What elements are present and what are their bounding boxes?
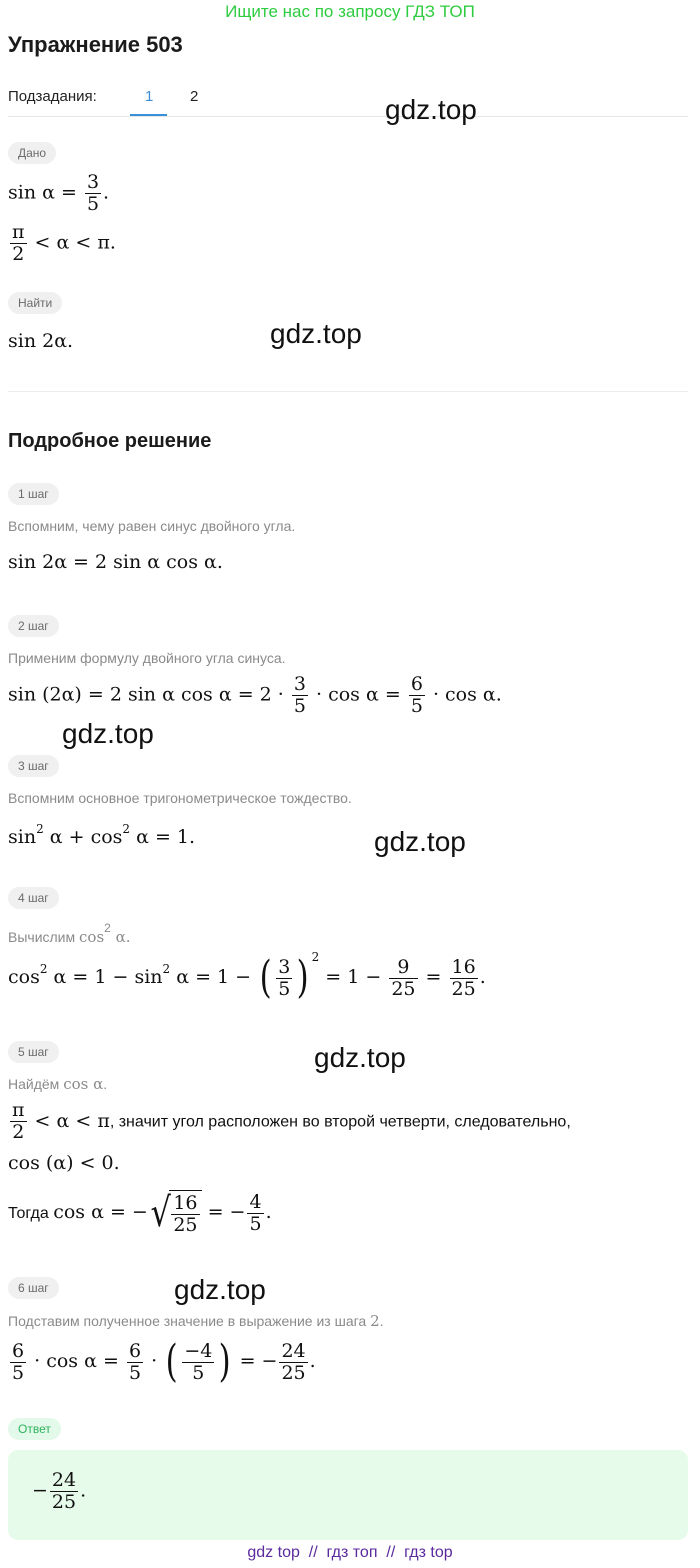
given-badge bbox=[8, 142, 56, 164]
step-5-line-3 bbox=[8, 1190, 272, 1236]
answer-box bbox=[8, 1450, 688, 1540]
fraction-numerator: 6 bbox=[410, 673, 423, 695]
formula-part: < α < π bbox=[34, 1109, 110, 1132]
section-divider bbox=[8, 391, 688, 392]
fraction bbox=[10, 222, 27, 265]
step-5-text: , значит угол расположен во второй четверти, следовательно, bbox=[109, 1113, 571, 1131]
subtask-tab-2[interactable]: 2 bbox=[190, 88, 199, 105]
fraction-numerator: 6 bbox=[128, 1339, 142, 1362]
fraction-numerator: 24 bbox=[51, 1469, 77, 1491]
hint-math: cos bbox=[79, 928, 105, 946]
step-2-badge bbox=[8, 615, 59, 637]
given-sin-lhs: sin α = bbox=[8, 181, 77, 204]
formula-part: . bbox=[309, 1350, 316, 1372]
fraction-numerator: 6 bbox=[12, 1339, 25, 1362]
fraction-denominator: 2 bbox=[12, 1121, 25, 1143]
page-title: Упражнение 503 bbox=[8, 32, 183, 57]
fraction-denominator: 25 bbox=[451, 977, 476, 1000]
fraction-numerator: 3 bbox=[293, 673, 306, 695]
formula-part: sin bbox=[8, 826, 37, 848]
watermark: gdz.top bbox=[174, 1274, 266, 1305]
given-alpha-inequality: < α < π. bbox=[34, 231, 116, 254]
fraction-denominator: 5 bbox=[12, 1361, 25, 1384]
subtasks-label: Подзадания: bbox=[8, 88, 97, 105]
fraction-numerator: 3 bbox=[86, 171, 100, 193]
solution-title: Подробное решение bbox=[8, 430, 212, 452]
step-1-formula: sin 2α = 2 sin α cos α. bbox=[8, 551, 223, 573]
right-paren: ) bbox=[218, 1336, 231, 1387]
fraction-denominator: 5 bbox=[293, 695, 306, 717]
formula-part: α + cos bbox=[43, 826, 123, 848]
fraction-numerator: 9 bbox=[389, 957, 417, 979]
step-5-math bbox=[53, 1190, 272, 1236]
fraction bbox=[10, 1341, 26, 1384]
given-label: Дано bbox=[8, 142, 56, 164]
fraction bbox=[450, 957, 478, 1000]
step-5-line-1 bbox=[8, 1100, 571, 1143]
watermark: gdz.top bbox=[314, 1042, 406, 1073]
exponent: 2 bbox=[36, 822, 44, 836]
step-4-badge bbox=[8, 887, 59, 909]
fraction-denominator: 25 bbox=[173, 1214, 198, 1236]
fraction-denominator: 25 bbox=[51, 1491, 77, 1513]
answer-end: . bbox=[80, 1479, 87, 1502]
fraction bbox=[50, 1470, 78, 1513]
fraction bbox=[279, 1341, 307, 1384]
fraction bbox=[292, 674, 308, 717]
fraction-numerator: π bbox=[12, 221, 25, 243]
answer-sign: − bbox=[32, 1479, 48, 1502]
fraction-denominator: 5 bbox=[249, 1212, 262, 1235]
radical-sign: √ bbox=[150, 1190, 171, 1236]
fraction-denominator: 5 bbox=[278, 977, 291, 1000]
fraction bbox=[127, 1341, 143, 1384]
hint-text: . bbox=[103, 1076, 108, 1092]
footer-links: gdz top // гдз топ // гдз top bbox=[247, 1544, 453, 1561]
step-6-formula bbox=[8, 1336, 316, 1387]
step-3-hint: Вспомним основное тригонометрическое тождество. bbox=[8, 790, 352, 806]
watermark: gdz.top bbox=[385, 94, 477, 125]
fraction bbox=[409, 674, 425, 717]
find-badge bbox=[8, 292, 62, 314]
fraction-denominator: 25 bbox=[391, 977, 416, 1000]
hint-math: α. bbox=[110, 928, 131, 946]
step-5-hint bbox=[8, 1075, 107, 1093]
fraction-numerator: −4 bbox=[184, 1339, 213, 1362]
answer-value bbox=[32, 1470, 86, 1513]
step-5-math bbox=[8, 1099, 110, 1143]
hint-text: . bbox=[379, 1313, 384, 1329]
subtask-tab-1[interactable]: 1 bbox=[145, 88, 154, 105]
exponent: 2 bbox=[162, 962, 171, 976]
hint-text: Найдём bbox=[8, 1076, 64, 1092]
fraction bbox=[171, 1193, 199, 1236]
right-paren: ) bbox=[296, 952, 309, 1003]
fraction bbox=[10, 1100, 27, 1143]
exponent: 2 bbox=[104, 921, 111, 935]
formula-part: · cos α = bbox=[34, 1350, 119, 1372]
step-2-formula bbox=[8, 674, 502, 717]
step-3-badge bbox=[8, 755, 59, 777]
step-5-badge bbox=[8, 1041, 59, 1063]
step-label: 3 шаг bbox=[8, 755, 59, 777]
formula-part: = − bbox=[239, 1350, 278, 1372]
fraction-denominator: 5 bbox=[128, 1361, 142, 1384]
formula-part: α = 1 − bbox=[170, 966, 252, 988]
hint-text: Подставим полученное значение в выражение из шага bbox=[8, 1313, 371, 1329]
fraction-denominator: 5 bbox=[192, 1361, 205, 1384]
given-alpha-range bbox=[8, 222, 116, 265]
step-label: 6 шаг bbox=[8, 1277, 59, 1299]
exponent: 2 bbox=[39, 962, 48, 976]
fraction-denominator: 2 bbox=[12, 243, 25, 265]
find-expression: sin 2α. bbox=[8, 330, 74, 352]
tabs-divider bbox=[8, 116, 688, 117]
hint-text: Вычислим bbox=[8, 929, 80, 945]
step-2-hint: Применим формулу двойного угла синуса. bbox=[8, 650, 286, 666]
fraction bbox=[389, 957, 417, 1000]
exponent: 2 bbox=[311, 950, 320, 964]
watermark: gdz.top bbox=[62, 718, 154, 749]
given-sin-end: . bbox=[103, 181, 110, 204]
fraction bbox=[247, 1192, 263, 1235]
fraction bbox=[276, 957, 292, 1000]
watermark: gdz.top bbox=[270, 318, 362, 349]
step-1-badge bbox=[8, 483, 59, 505]
fraction-denominator: 25 bbox=[281, 1361, 306, 1384]
step-label: 4 шаг bbox=[8, 887, 59, 909]
formula-part: · cos α. bbox=[432, 683, 502, 706]
step-label: 1 шаг bbox=[8, 483, 59, 505]
formula-part: · bbox=[151, 1350, 158, 1372]
step-3-formula bbox=[8, 822, 195, 848]
fraction-numerator: 3 bbox=[278, 955, 291, 978]
step-4-hint bbox=[8, 921, 131, 946]
formula-part: α = 1. bbox=[130, 826, 196, 848]
step-label: 5 шаг bbox=[8, 1041, 59, 1063]
hint-math: cos α bbox=[63, 1075, 104, 1093]
step-label: 2 шаг bbox=[8, 615, 59, 637]
fraction bbox=[182, 1341, 214, 1384]
step-1-hint: Вспомним, чему равен синус двойного угла. bbox=[8, 518, 296, 534]
step-6-badge bbox=[8, 1277, 59, 1299]
fraction-denominator: 5 bbox=[410, 695, 423, 717]
left-paren: ( bbox=[259, 952, 272, 1003]
formula-part: α = 1 − sin bbox=[47, 966, 163, 988]
exponent: 2 bbox=[122, 822, 131, 836]
answer-label: Ответ bbox=[8, 1418, 61, 1440]
fraction-numerator: 24 bbox=[281, 1339, 306, 1362]
fraction bbox=[85, 172, 101, 215]
formula-part: = − bbox=[207, 1201, 246, 1223]
step-5-text: Тогда bbox=[8, 1205, 54, 1222]
left-paren: ( bbox=[165, 1336, 178, 1387]
formula-part: = bbox=[425, 966, 442, 988]
hint-math: 2 bbox=[370, 1312, 380, 1330]
step-6-hint bbox=[8, 1312, 384, 1330]
formula-part: . bbox=[479, 966, 486, 988]
formula-part: = 1 − bbox=[325, 966, 382, 988]
fraction-numerator: 16 bbox=[173, 1192, 198, 1214]
radicand bbox=[169, 1190, 201, 1236]
find-label: Найти bbox=[8, 292, 62, 314]
step-4-formula bbox=[8, 950, 486, 1003]
fraction-denominator: 5 bbox=[86, 193, 100, 215]
formula-part: . bbox=[265, 1201, 272, 1223]
given-sin-line bbox=[8, 172, 109, 215]
answer-badge bbox=[8, 1418, 61, 1440]
fraction-numerator: 16 bbox=[451, 955, 476, 978]
square-root bbox=[148, 1190, 202, 1236]
formula-part: cos bbox=[8, 966, 40, 988]
fraction-numerator: 4 bbox=[249, 1190, 262, 1213]
step-5-line-2: cos (α) < 0. bbox=[8, 1152, 120, 1174]
search-promo-banner: Ищите нас по запросу ГДЗ ТОП bbox=[225, 2, 475, 21]
formula-part: · cos α = bbox=[316, 683, 401, 706]
watermark: gdz.top bbox=[374, 826, 466, 857]
fraction-numerator: π bbox=[12, 1099, 25, 1121]
formula-part: sin (2α) = 2 sin α cos α = 2 · bbox=[8, 683, 284, 706]
formula-part: cos α = − bbox=[53, 1201, 148, 1223]
